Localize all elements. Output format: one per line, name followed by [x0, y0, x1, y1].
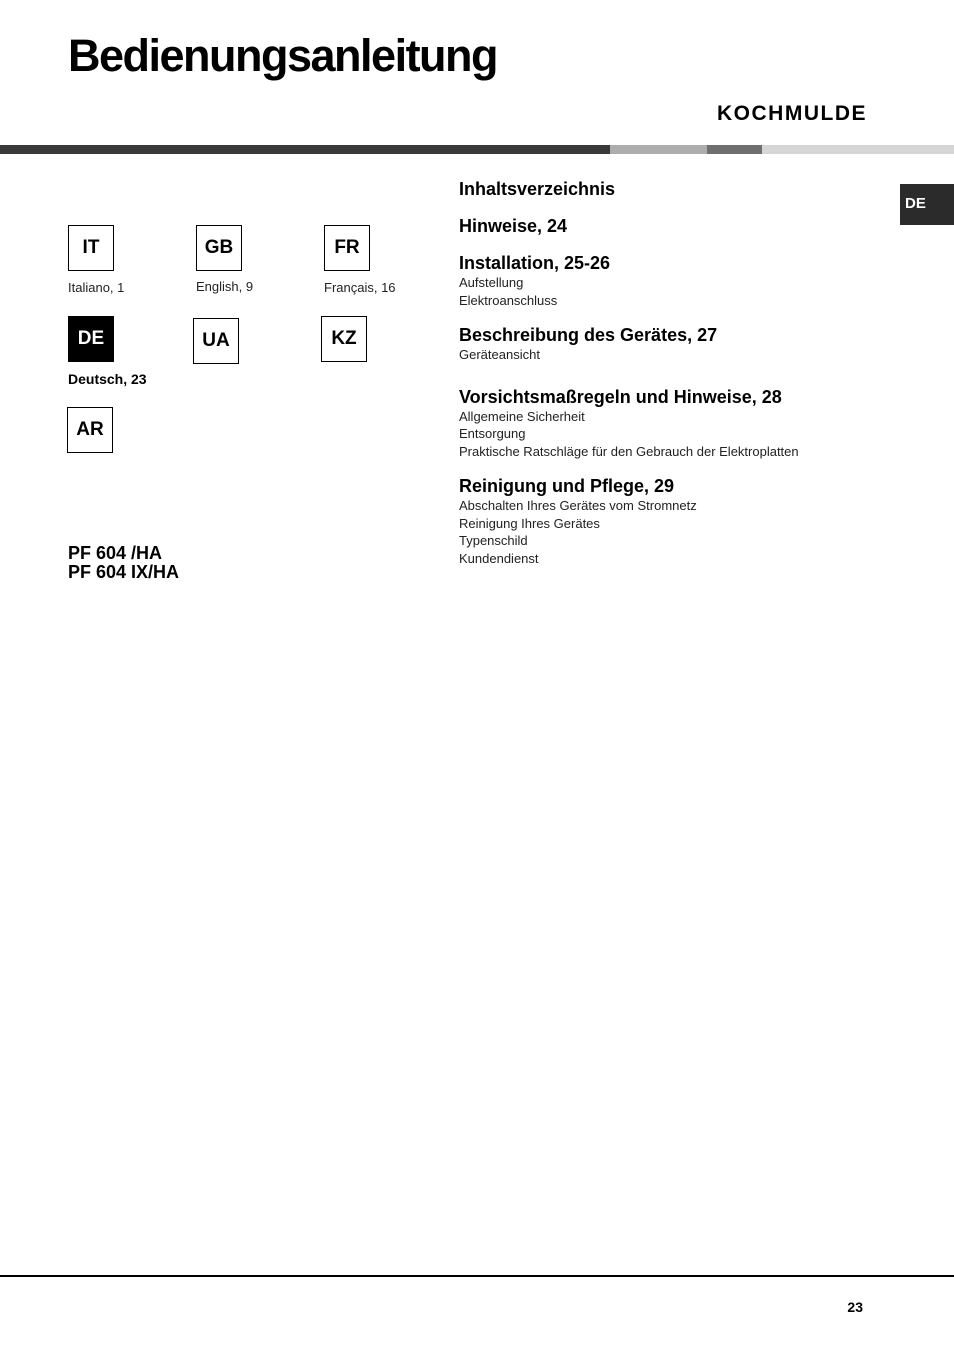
model-numbers	[68, 544, 179, 582]
toc-heading[interactable]: Reinigung und Pflege, 29	[459, 476, 675, 496]
product-type: KOCHMULDE	[717, 102, 867, 125]
toc-section-beschreibung	[459, 324, 929, 364]
table-of-contents	[459, 178, 929, 582]
lang-box-de[interactable]: DE	[68, 316, 114, 362]
lang-box-ar[interactable]: AR	[67, 407, 113, 453]
lang-label-de[interactable]: Deutsch, 23	[68, 371, 147, 387]
toc-item[interactable]: Reinigung Ihres Gerätes	[459, 515, 600, 531]
toc-item[interactable]: Typenschild	[459, 533, 528, 548]
toc-section-hinweise	[459, 215, 929, 237]
page-number: 23	[847, 1299, 863, 1315]
toc-section-vorsicht	[459, 386, 929, 461]
toc-heading[interactable]: Installation, 25-26	[459, 253, 611, 273]
lang-label-gb[interactable]: English, 9	[196, 279, 254, 294]
lang-box-kz[interactable]: KZ	[321, 316, 367, 362]
toc-heading[interactable]: Vorsichtsmaßregeln und Hinweise, 28	[459, 386, 782, 407]
lang-label-fr[interactable]: Français, 16	[324, 280, 396, 295]
toc-item[interactable]: Entsorgung	[459, 426, 526, 441]
toc-heading[interactable]: Beschreibung des Gerätes, 27	[459, 325, 718, 345]
toc-item[interactable]: Kundendienst	[459, 550, 539, 566]
model-number: PF 604 IX/HA	[68, 562, 180, 582]
header-rule-pale	[762, 145, 954, 154]
toc-heading[interactable]: Hinweise, 24	[459, 216, 568, 236]
toc-section-installation	[459, 252, 929, 309]
toc-item[interactable]: Elektroanschluss	[459, 292, 558, 308]
language-side-tab: DE	[900, 184, 954, 225]
lang-box-gb[interactable]: GB	[196, 225, 242, 271]
toc-item[interactable]: Praktische Ratschläge für den Gebrauch der Elektroplatten	[459, 443, 799, 459]
toc-item[interactable]: Geräteansicht	[459, 347, 540, 362]
model-number: PF 604 /HA	[68, 543, 163, 563]
header-rule-mid	[707, 145, 762, 154]
page-title: Bedienungsanleitung	[68, 30, 498, 81]
toc-item[interactable]: Allgemeine Sicherheit	[459, 408, 585, 424]
header-rule-dark	[0, 145, 610, 154]
toc-section-reinigung	[459, 475, 929, 567]
footer-rule	[0, 1275, 954, 1277]
lang-label-it[interactable]: Italiano, 1	[68, 280, 125, 295]
toc-item[interactable]: Abschalten Ihres Gerätes vom Stromnetz	[459, 498, 697, 513]
lang-box-ua[interactable]: UA	[193, 318, 239, 364]
lang-box-it[interactable]: IT	[68, 225, 114, 271]
lang-box-fr[interactable]: FR	[324, 225, 370, 271]
header-rule-light	[610, 145, 707, 154]
toc-item[interactable]: Aufstellung	[459, 275, 524, 290]
toc-title: Inhaltsverzeichnis	[459, 179, 616, 199]
